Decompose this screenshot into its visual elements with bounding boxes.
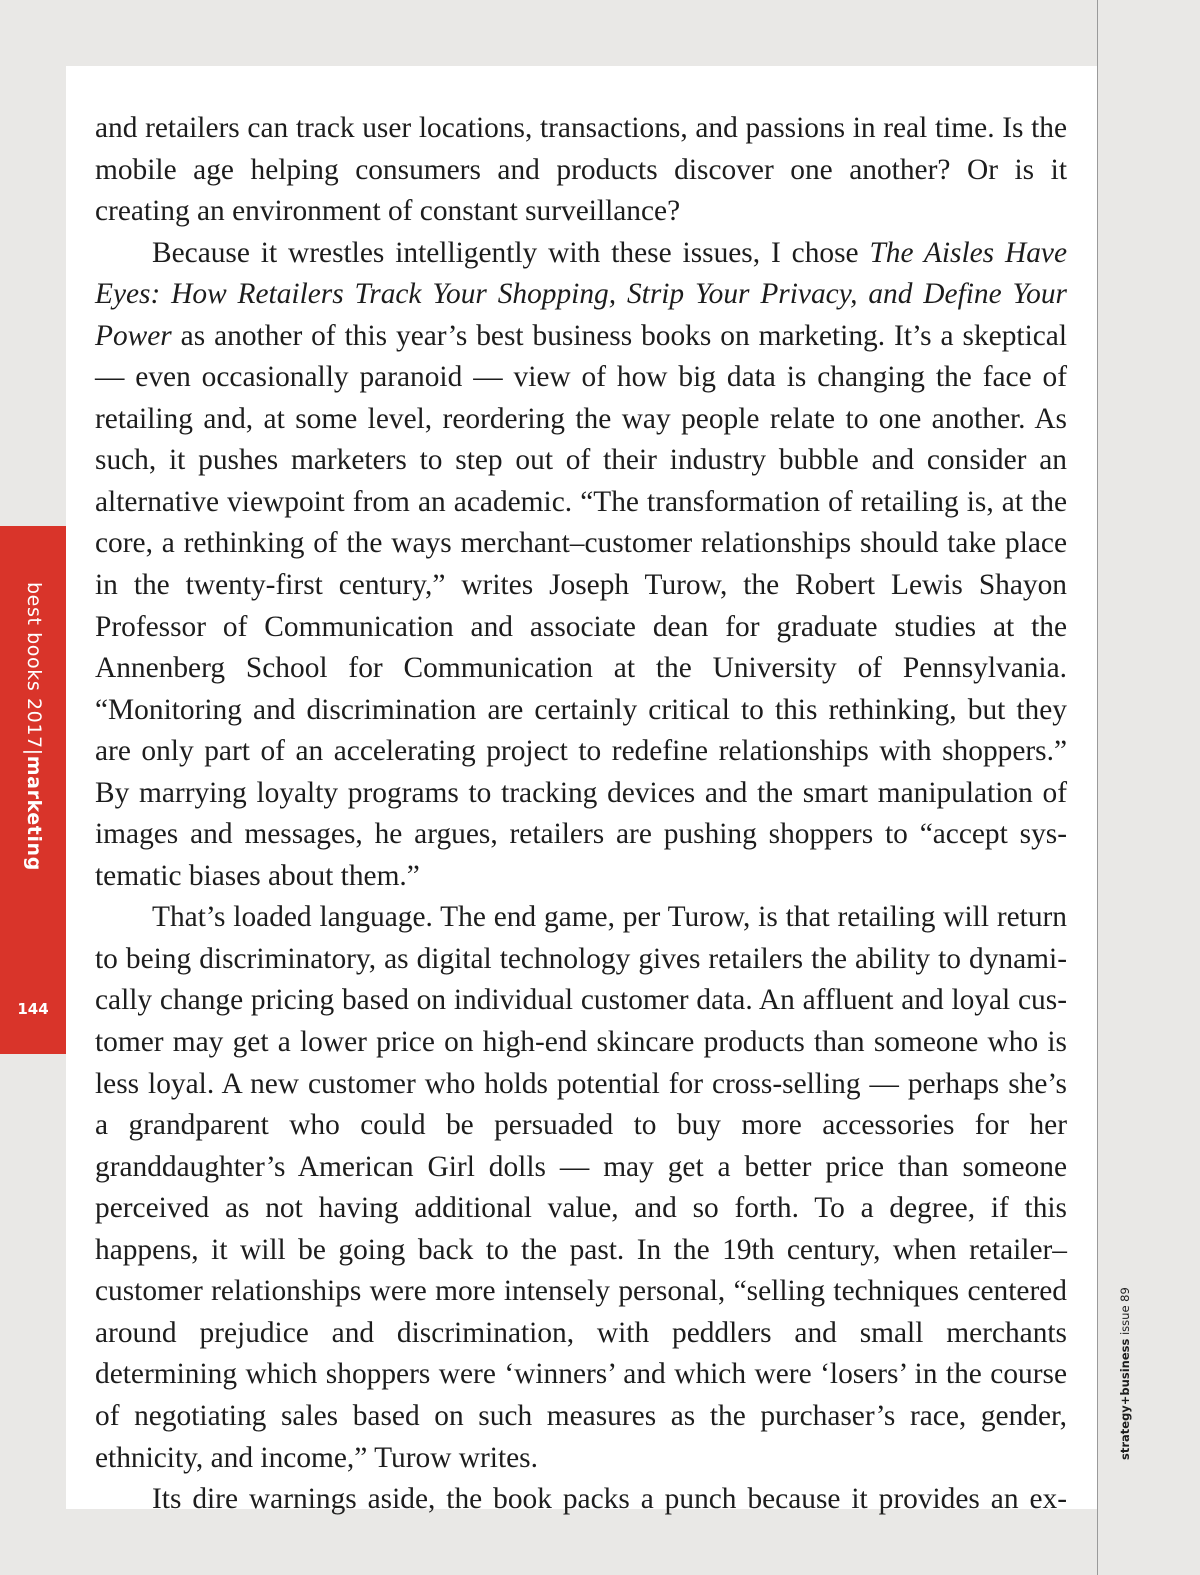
paragraph-3: That’s loaded language. The end game, per Turow, is that retailing will return to being discriminatory, as digital technology gives retailers the ability to dynamically change pricing based on individual customer data. An affluent and loyal customer may get a lower price on high-end skincare products than someone who is less loyal. A new customer who holds potential for cross-selling — perhaps she’s a grandparent who could be persuaded to buy more accessories for her granddaughter’s American Girl dolls — may get a better price than someone perceived as not having additional value, and so forth. To a degree, if this happens, it will be going back to the past. In the 19th century, when retailer–customer relationships were more intensely personal, “selling techniques centered around prejudice and discrimination, with peddlers and small merchants determining which shoppers were ‘winners’ and which were ‘losers’ in the course of negotiating sales based on such measures as the purchaser’s race, gender, ethnicity, and income,” Turow writes.	[95, 901, 1067, 1474]
paragraph-2	[95, 233, 1067, 898]
article-body	[95, 108, 1067, 1521]
paragraph-4: Its dire warnings aside, the book packs a punch because it provides an ex-	[152, 1483, 1067, 1516]
running-folio	[1120, 1287, 1132, 1460]
paragraph-2-intro: Because it wrestles intelligently with these issues, I chose	[152, 236, 870, 269]
page-number: 144	[17, 1000, 49, 1018]
section-name: best books 2017	[23, 582, 45, 749]
book-title: The Aisles Have Eyes: How Retailers Track Your Shopping, Strip Your Privacy, and Define Your Power	[95, 236, 1067, 352]
issue-label: issue 89	[1118, 1287, 1132, 1336]
section-topic: marketing	[23, 755, 45, 871]
publication-name: strategy+business	[1118, 1338, 1132, 1460]
paragraph-1: and retailers can track user locations, transactions, and passions in real time. Is the mobile age helping consumers and products discover one another? Or is it creating an environment of constant surveillance?	[95, 112, 1067, 228]
section-tab-label	[24, 582, 43, 871]
gutter-divider	[1097, 0, 1098, 1575]
section-separator: |	[23, 748, 45, 756]
paragraph-2-rest: as another of this year’s best business books on marketing. It’s a skeptical — even occasionally paranoid — view of how big data is changing the face of retailing and, at some level, reordering the way people relate to one another. As such, it pushes marketers to step out of their industry bubble and consider an alternative viewpoint from an academic. “The transformation of retailing is, at the core, a rethinking of the ways merchant–customer relationships should take place in the twenty-first century,” writes Joseph Turow, the Robert Lewis Shayon Professor of Communication and associate dean for graduate studies at the Annenberg School for Communication at the University of Pennsylvania. “Monitoring and discrimination are certainly critical to this rethinking, but they are only part of an accelerating project to redefine relationships with shoppers.” By marrying loyalty programs to tracking devices and the smart manipulation of images and messages, he argues, retailers are pushing shoppers to “accept systematic biases about them.”	[95, 319, 1067, 892]
